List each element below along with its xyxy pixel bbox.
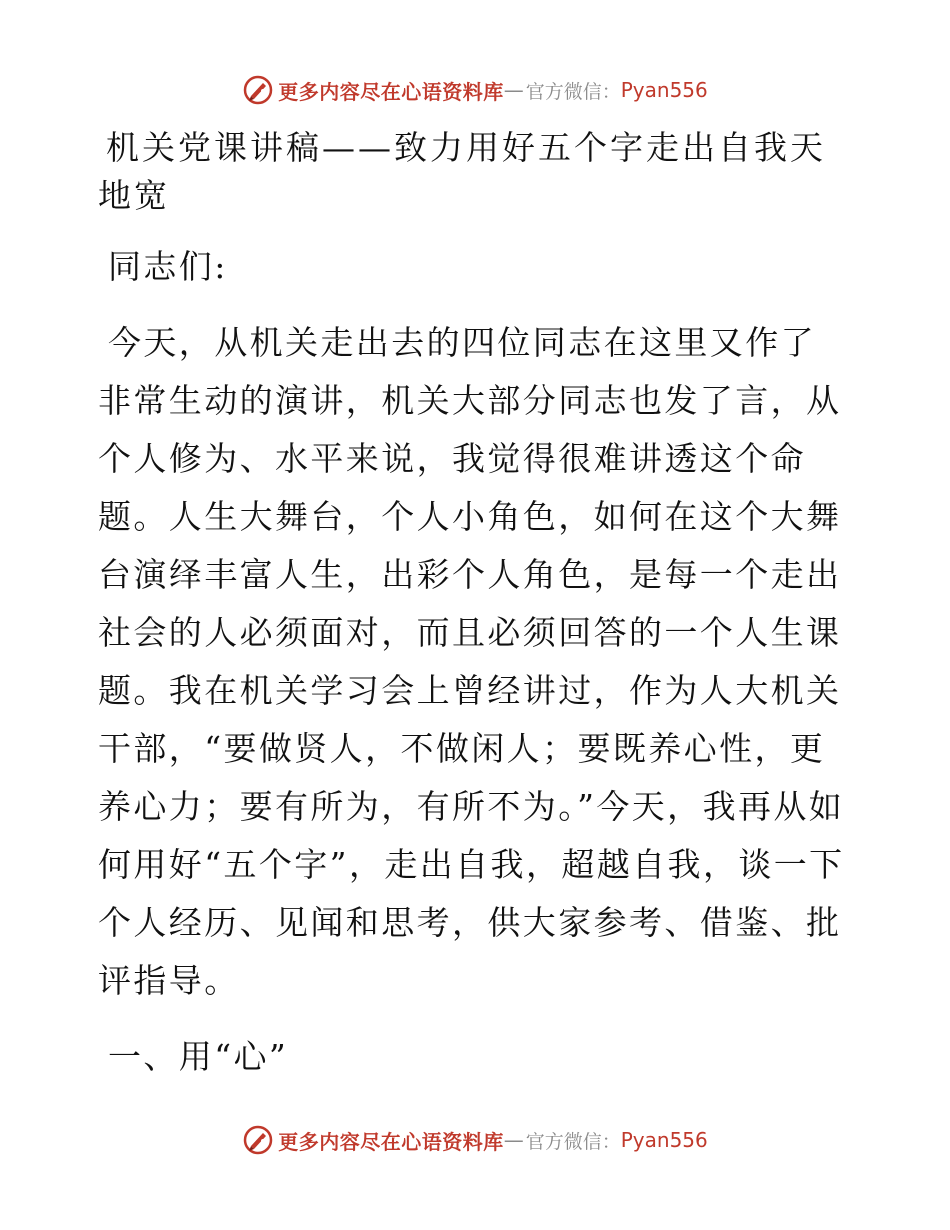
watermark-separator: — [503,78,524,102]
section-1-heading: 一、用“心” [108,1037,289,1076]
watermark-wechat-id: Pyan556 [620,78,708,102]
document-body [98,124,850,1086]
watermark-text: 更多内容尽在心语资料库 [278,79,504,104]
watermark-wechat-label: 官方微信： [525,80,621,103]
header-watermark [0,70,950,110]
footer-watermark [0,1120,950,1160]
paragraph-1: 今天，从机关走出去的四位同志在这里又作了非常生动的演讲，机关大部分同志也发了言，从个人修为、水平来说，我觉得很难讲透这个命题。人生大舞台，个人小角色，如何在这个大舞台演绎丰富人生，出彩个人角色，是每一个走出社会的人必须面对，而且必须回答的一个人生课题。我在机关学习会上曾经讲过，作为人大机关干部，“要做贤人，不做闲人；要既养心性，更养心力；要有所为，有所不为。”今天，我再从如何用好“五个字”，走出自我，超越自我，谈一下个人经历、见闻和思考，供大家参考、借鉴、批评指导。 [98,323,845,1000]
pen-logo-icon [242,74,274,106]
document-title: 机关党课讲稿——致力用好五个字走出自我天地宽 [98,128,826,215]
watermark-text: 更多内容尽在心语资料库 [278,1129,504,1154]
salutation: 同志们: [108,247,228,286]
watermark-wechat-id: Pyan556 [620,1128,708,1152]
watermark-wechat-label: 官方微信： [525,1130,621,1153]
watermark-separator: — [503,1128,524,1152]
pen-logo-icon [242,1124,274,1156]
